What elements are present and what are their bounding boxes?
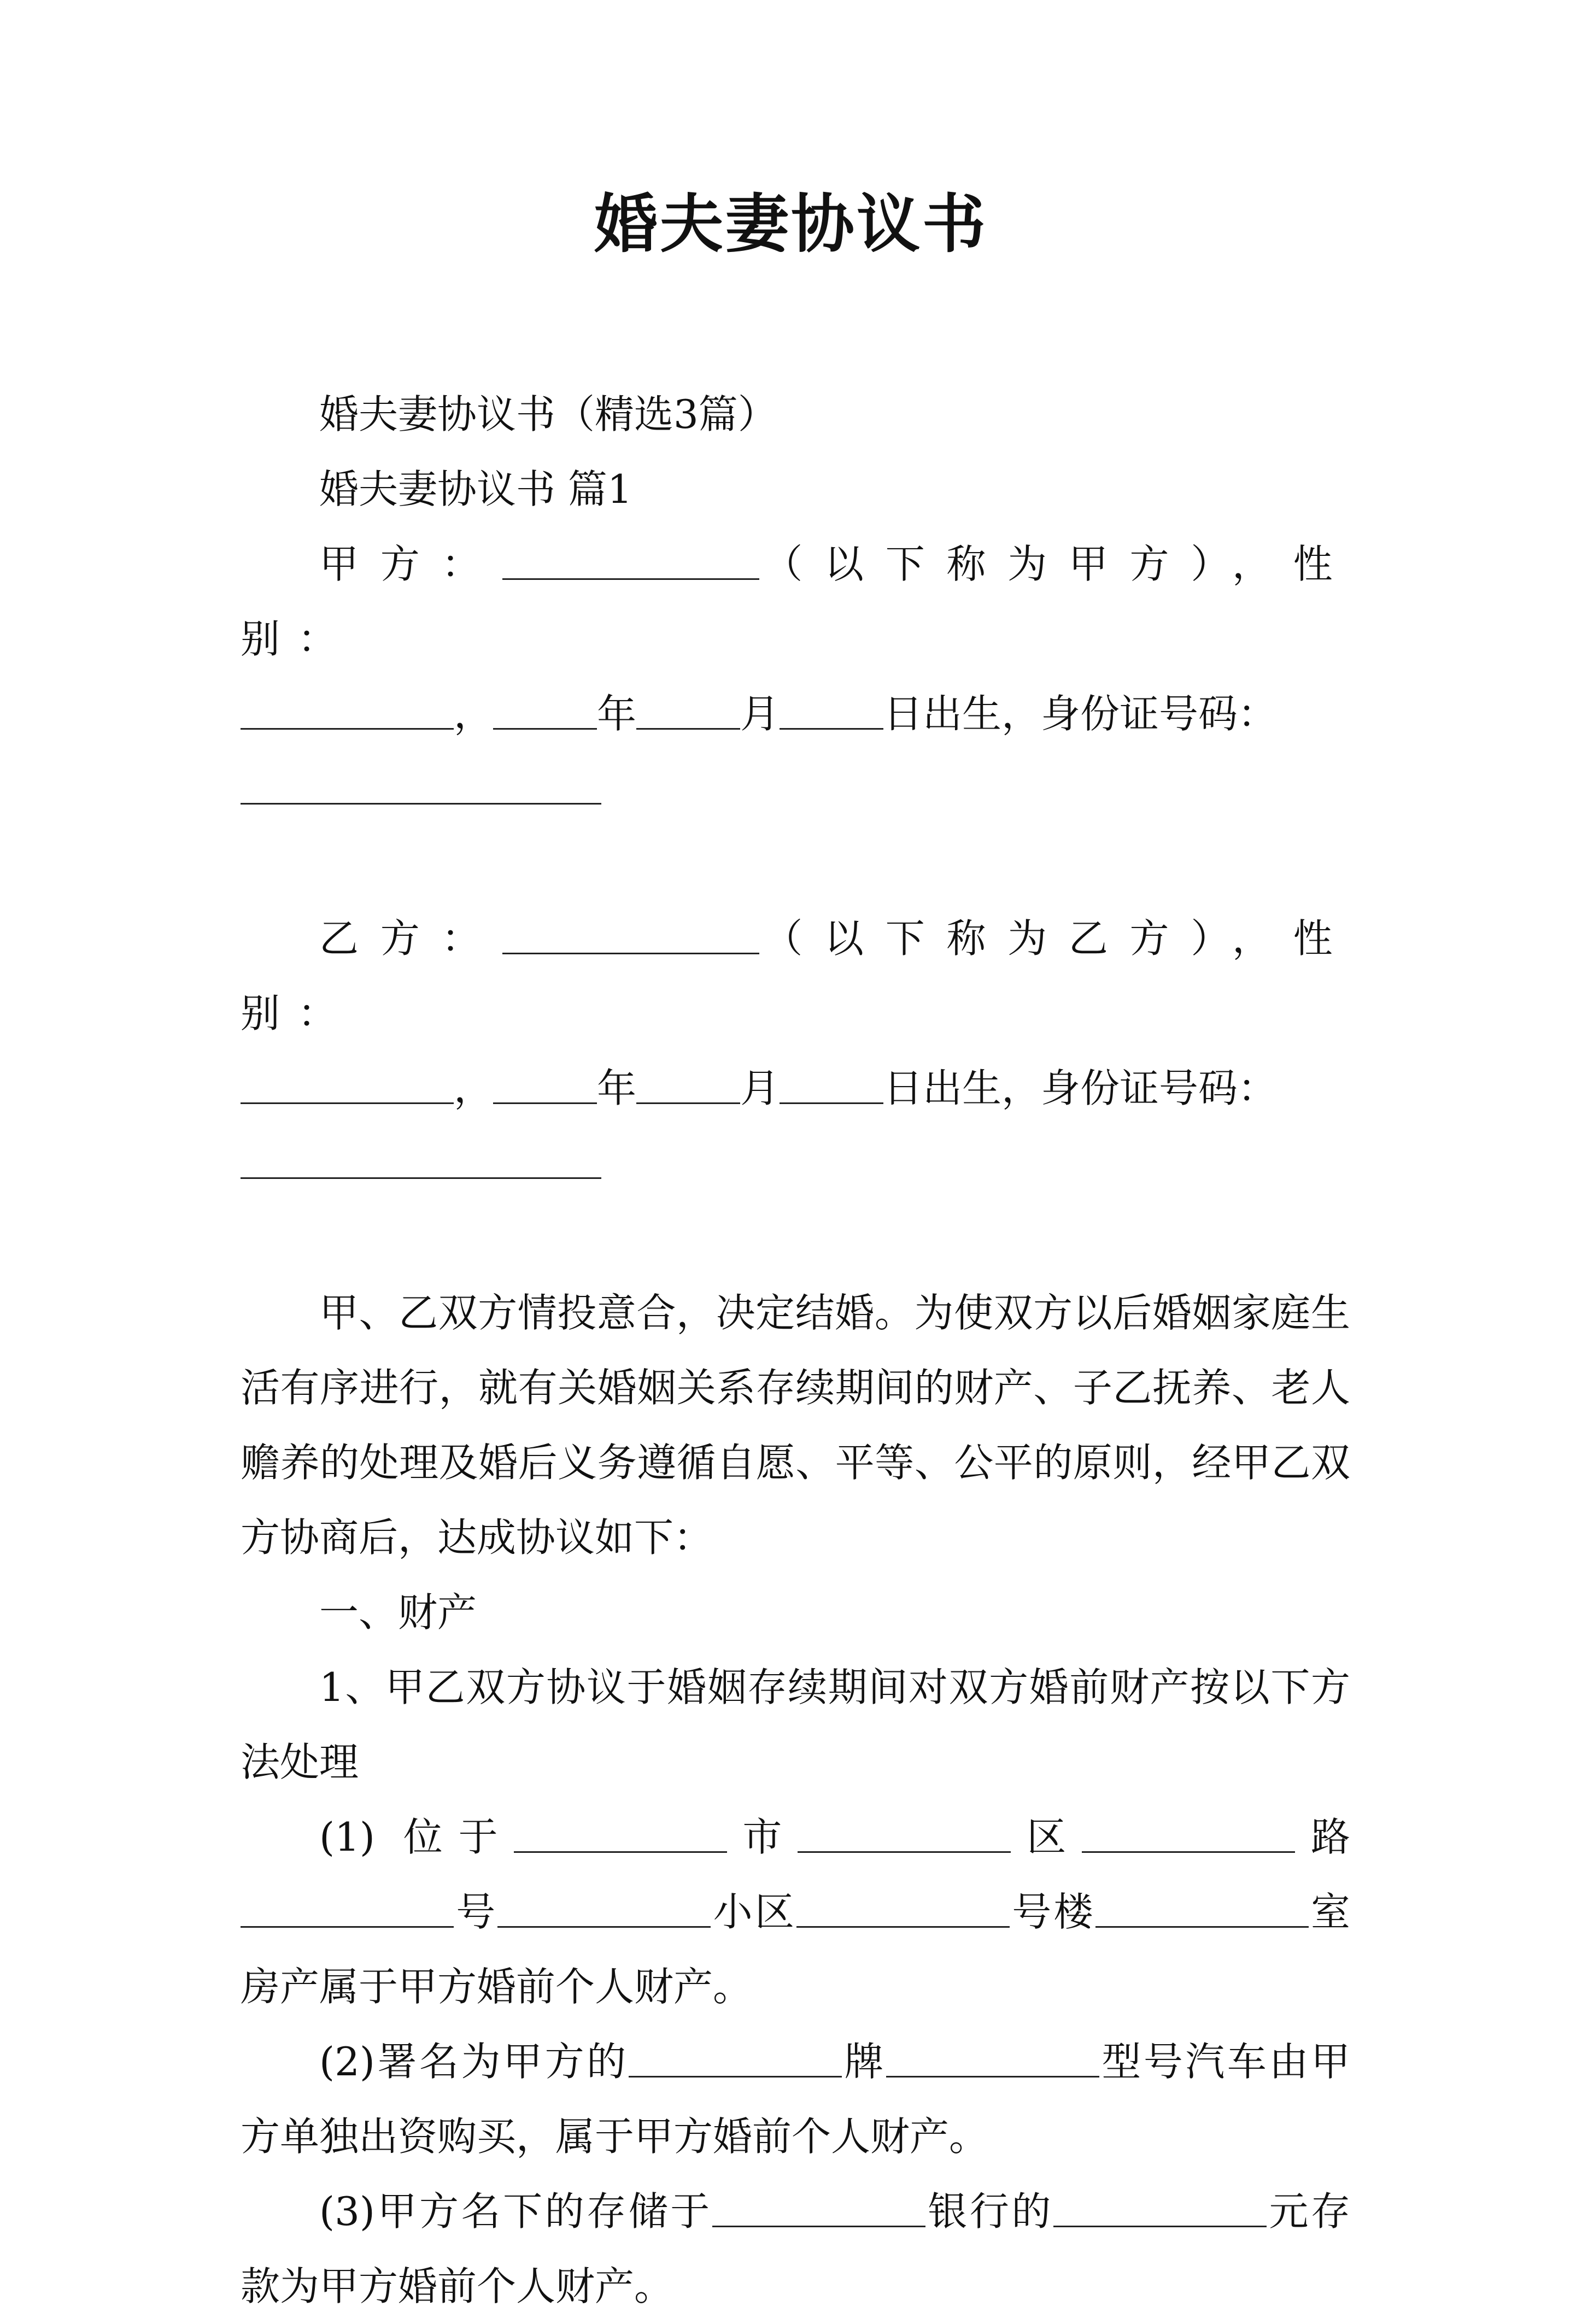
item1-city-blank — [514, 1816, 727, 1853]
party-b-birth-line — [241, 1051, 1350, 1126]
item-2 — [241, 2024, 1350, 2174]
item1-district-blank — [798, 1816, 1011, 1853]
heading-property: 一、财产 — [319, 1589, 477, 1635]
party-a-id-blank — [241, 767, 601, 805]
document-body — [241, 377, 1350, 2324]
party-b-id-blank — [241, 1142, 601, 1179]
party-b-month-blank — [636, 1067, 740, 1104]
party-a-label: 甲方： — [319, 541, 503, 587]
party-a-line — [241, 527, 1350, 677]
item1-community-blank — [497, 1891, 711, 1928]
item3-amount-blank — [1053, 2190, 1267, 2227]
year-label: 年 — [597, 691, 637, 737]
clause-1: 1、甲乙双方协议于婚姻存续期间对双方婚前财产按以下方法处理 — [241, 1664, 1350, 1785]
party-b-suffix: （以下称为乙方），性别： — [241, 915, 1350, 1036]
item1-city: 市 — [726, 1814, 798, 1860]
item1-building-blank — [796, 1891, 1010, 1928]
party-a-month-blank — [636, 692, 740, 730]
item3-prefix: (3)甲方名下的存储于 — [319, 2188, 712, 2234]
item2-prefix: (2)署名为甲方的 — [319, 2039, 629, 2085]
party-b-name-blank — [502, 917, 759, 954]
item1-prefix: (1) 位于 — [319, 1814, 514, 1860]
item2-brand: 牌 — [841, 2039, 886, 2085]
intro-title: 婚夫妻协议书（精选3篇） — [319, 391, 777, 437]
item3-bank: 银行的 — [925, 2188, 1053, 2234]
party-a-suffix: （以下称为甲方），性别： — [241, 541, 1350, 662]
item-1 — [241, 1800, 1350, 2024]
item-3 — [241, 2174, 1350, 2324]
born-id-label: 日出生，身份证号码： — [883, 691, 1278, 737]
item1-room-blank — [1095, 1891, 1309, 1928]
party-b-line — [241, 901, 1350, 1051]
item1-room: 室 — [1308, 1889, 1350, 1935]
comma: ， — [454, 691, 494, 737]
item3-yuan: 元存款为甲方婚前个人财产。 — [241, 2188, 1350, 2309]
party-b-label: 乙方： — [319, 915, 503, 961]
section-title: 婚夫妻协议书 篇1 — [319, 466, 632, 512]
item1-building: 号楼 — [1010, 1889, 1095, 1935]
party-b-id-line — [241, 1126, 1350, 1201]
party-b-gender-blank — [241, 1067, 454, 1104]
born-id-label: 日出生，身份证号码： — [883, 1065, 1278, 1111]
item2-owner-blank — [629, 2040, 842, 2077]
party-a-day-blank — [780, 692, 883, 730]
item1-road: 路 — [1295, 1814, 1350, 1860]
month-label: 月 — [740, 691, 780, 737]
item2-model: 型号汽车由甲方单独出资购买，属于甲方婚前个人财产。 — [241, 2039, 1350, 2159]
party-b-year-blank — [493, 1067, 597, 1104]
item2-brand-blank — [886, 2040, 1099, 2077]
item1-district: 区 — [1011, 1814, 1082, 1860]
item1-no: 号 — [454, 1889, 498, 1935]
item1-no-blank — [241, 1891, 454, 1928]
month-label: 月 — [740, 1065, 780, 1111]
party-a-name-blank — [502, 543, 759, 580]
document-title: 婚夫妻协议书 — [594, 187, 988, 261]
party-a-year-blank — [493, 692, 597, 730]
party-a-id-line — [241, 752, 1350, 826]
preamble-paragraph: 甲、乙双方情投意合，决定结婚。为使双方以后婚姻家庭生活有序进行，就有关婚姻关系存续期间的财产、子乙抚养、老人赡养的处理及婚后义务遵循自愿、平等、公平的原则，经甲乙双方协商后，达成协议如下： — [241, 1290, 1350, 1560]
year-label: 年 — [597, 1065, 637, 1111]
item1-community: 小区 — [711, 1889, 797, 1935]
party-a-birth-line — [241, 677, 1350, 752]
party-a-gender-blank — [241, 692, 454, 730]
item1-tail: 房产属于甲方婚前个人财产。 — [241, 1964, 753, 2010]
comma: ， — [454, 1065, 494, 1111]
item3-bank-blank — [712, 2190, 925, 2227]
item1-road-blank — [1082, 1816, 1295, 1853]
party-b-day-blank — [780, 1067, 883, 1104]
